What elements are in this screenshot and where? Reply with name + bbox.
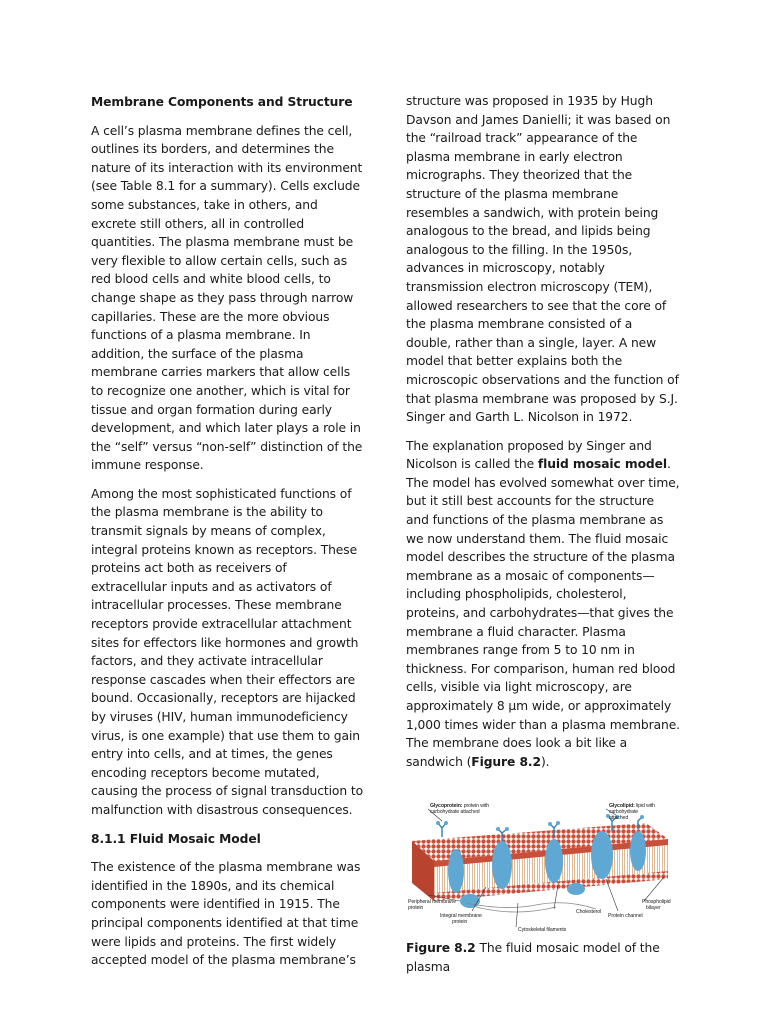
section-heading-fluid-mosaic: 8.1.1 Fluid Mosaic Model <box>91 831 261 846</box>
text-run: . The model has evolved somewhat over time, but it still best accounts for the structure and functions of the plasma membrane as we now understand them. The fluid mosaic model describes the structure of the plasma membrane as a mosaic of components—including phospholipids, cholesterol, proteins, and carbohydrates—that gives the membrane a fluid character. Plasma membranes range from 5 to 10 nm in thickness. For comparison, human red blood cells, visible via light microscopy, are approximately 8 µm wide, or approximately 1,000 times wider than a plasma membrane. The membrane does look a bit like a sandwich ( <box>406 457 680 769</box>
label-phospholipid-bilayer-line2: bilayer <box>646 905 661 912</box>
paragraph-receptors: Among the most sophisticated functions of the plasma membrane is the ability to transmit signals by means of complex, integral proteins known as receptors. These proteins act both as receivers of extracellular inputs and as activators of intracellular processes. These membrane receptors provide extracellular attachment sites for effectors like hormones and growth factors, and they activate intracellular response cascades when their effectors are bound. Occasionally, receptors are hijacked by viruses (HIV, human immunodeficiency virus, is one example) that use them to gain entry into cells, and at times, the genes encoding receptors become mutated, causing the process of signal transduction to malfunction with disastrous consequences. <box>91 486 364 817</box>
label-peripheral-protein: Peripheral membrane <box>408 899 456 906</box>
membrane-illustration <box>406 799 674 937</box>
paragraph-plasma-membrane: A cell’s plasma membrane defines the cell, outlines its borders, and determines the nature of its interaction with its environment (see Table 8.1 for a summary). Cells exclude some substances, take in others, and excrete still others, all in controlled quantities. The plasma membrane must be very flexible to allow certain cells, such as red blood cells and white blood cells, to change shape as they pass through narrow capillaries. These are the more obvious functions of a plasma membrane. In addition, the surface of the plasma membrane carries markers that allow cells to recognize one another, which is vital for tissue and organ formation during early development, and which later plays a role in the “self” versus “non-self” distinction of the immune response. <box>91 123 363 473</box>
label-peripheral-protein-line2: protein <box>408 905 424 912</box>
label-cholesterol: Cholesterol <box>576 909 602 916</box>
label-phospholipid-bilayer: Phospholipid <box>642 899 671 906</box>
caption-text: The fluid mosaic model of the plasma <box>406 941 660 974</box>
text-run: ). <box>540 754 550 769</box>
text-run: The explanation proposed by Singer and Nicolson is called the <box>406 438 652 472</box>
figure-reference: Figure 8.2 <box>471 754 541 769</box>
integral-protein-shape <box>448 849 464 893</box>
section-heading-membrane: Membrane Components and Structure <box>91 95 353 109</box>
peripheral-protein-shape <box>460 894 480 908</box>
label-protein-channel: Protein channel <box>608 913 643 920</box>
left-column <box>91 92 363 980</box>
paragraph-history: The existence of the plasma membrane was identified in the 1890s, and its chemical components were identified in 1915. The principal components identified at that time were lipids and proteins. The first widely accepted model of the plasma membrane’s <box>91 860 361 968</box>
label-glycolipid: Glycolipid: lipid with <box>609 803 655 810</box>
label-glycoprotein: Glycoprotein: protein with <box>430 803 490 810</box>
protein-channel-shape <box>591 831 613 879</box>
caption-label: Figure 8.2 <box>406 941 476 956</box>
membrane-diagram <box>406 799 674 937</box>
label-integral-protein: Integral membrane <box>440 913 482 920</box>
paragraph-davson-danielli: structure was proposed in 1935 by Hugh Davson and James Danielli; it was based on the “railroad track” appearance of the plasma membrane in early electron micrographs. They theorized that the structure of the plasma membrane resembles a sandwich, with protein being analogous to the bread, and lipids being analogous to the filling. In the 1950s, advances in microscopy, notably transmission electron microscopy (TEM), allowed researchers to see that the core of the plasma membrane consisted of a double, rather than a single, layer. A new model that better explains both the microscopic observations and the function of that plasma membrane was proposed by S.J. Singer and Garth L. Nicolson in 1972. <box>406 94 679 425</box>
right-column <box>406 92 680 977</box>
term-fluid-mosaic-model: fluid mosaic model <box>537 457 667 472</box>
label-glycolipid-line2: carbohydrate <box>609 809 639 816</box>
label-glycolipid-line3: attached <box>609 815 629 822</box>
figure-caption <box>406 939 680 976</box>
paragraph-fluid-mosaic <box>406 437 680 772</box>
label-cytoskeletal-filaments: Cytoskeletal filaments <box>518 927 567 934</box>
label-integral-protein-line2: protein <box>452 919 468 926</box>
label-glycoprotein-line2: carbohydrate attached <box>430 809 480 816</box>
